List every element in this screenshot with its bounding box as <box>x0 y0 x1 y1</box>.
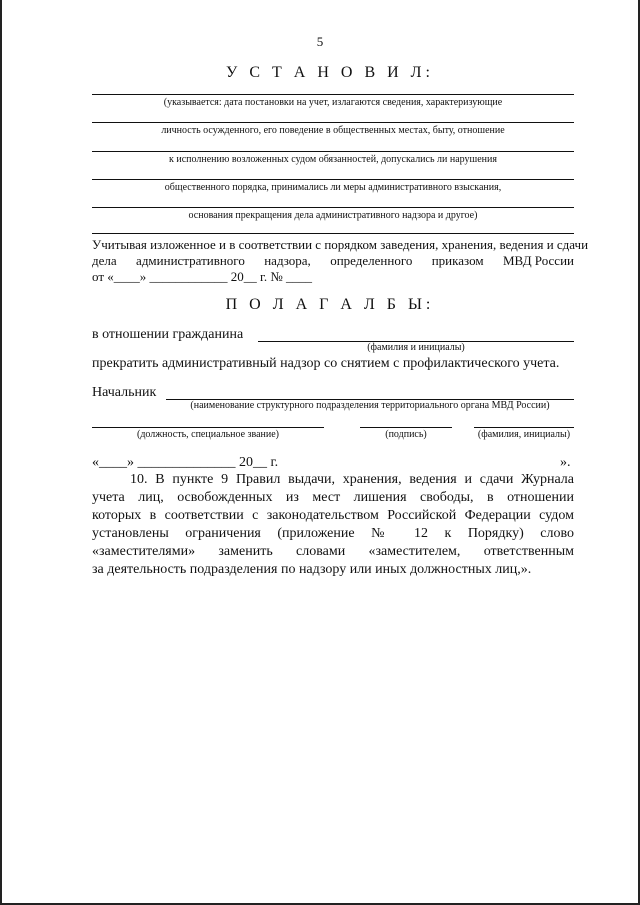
action-text: прекратить административный надзор со снятием с профилактического учета. <box>92 356 560 371</box>
item10-line-4: установлены ограничения (приложение № 12 к Порядку) слово <box>92 526 574 541</box>
position-caption: (должность, специальное звание) <box>136 429 280 440</box>
item10-line-2: учета лиц, освобожденных из мест лишения свободы, в отношении <box>92 490 574 505</box>
considering-line-1: Учитывая изложенное и в соответствии с порядком заведения, хранения, ведения и сдачи <box>92 237 589 252</box>
considering-word: надзора, <box>264 253 311 268</box>
considering-word: административного <box>136 253 245 268</box>
fill-line <box>92 179 574 180</box>
fill-line <box>92 94 574 95</box>
position-line <box>92 427 324 428</box>
considering-line-2 <box>92 253 574 269</box>
item10-line-6: за деятельность подразделения по надзору или иных должностных лиц,». <box>92 562 532 577</box>
signature-line <box>360 427 452 428</box>
considering-word: дела <box>92 253 117 268</box>
considering-word: МВД России <box>502 253 574 268</box>
item10-line-3: которых в соответствии с законодательством Российской Федерации судом <box>92 508 574 523</box>
signature-caption: (подпись) <box>385 429 427 440</box>
considering-word: приказом <box>431 253 484 268</box>
considering-line-3: от «____» ____________ 20__ г. № ____ <box>92 269 313 284</box>
date-line: «____» ______________ 20__ г. <box>92 455 279 470</box>
ustanovil-caption-3: к исполнению возложенных судом обязанностей, допускались ли нарушения <box>169 154 497 165</box>
item10-line-1: 10. В пункте 9 Правил выдачи, хранения, ведения и сдачи Журнала <box>130 472 574 487</box>
item10-line-5: «заместителями» заменить словами «заместителем, ответственным <box>92 544 574 559</box>
considering-word: определенного <box>330 253 413 268</box>
citizen-name-caption: (фамилия и инициалы) <box>367 342 465 353</box>
ustanovil-heading: У С Т А Н О В И Л: <box>226 64 434 81</box>
ustanovil-caption-1: (указывается: дата постановки на учет, излагаются сведения, характеризующие <box>163 97 503 108</box>
fill-line <box>92 151 574 152</box>
name-line <box>474 427 574 428</box>
name-caption: (фамилия, инициалы) <box>477 429 571 440</box>
ustanovil-caption-4: общественного порядка, принимались ли меры административного взыскания, <box>164 182 502 193</box>
unit-caption: (наименование структурного подразделения территориального органа МВД России) <box>190 400 550 411</box>
fill-line <box>92 122 574 123</box>
polagal-heading: П О Л А Г А Л Б Ы: <box>225 296 435 313</box>
citizen-label: в отношении гражданина <box>92 327 244 342</box>
ustanovil-caption-5: основания прекращения дела административного надзора и другое) <box>188 210 478 221</box>
fill-line <box>92 207 574 208</box>
page-number: 5 <box>316 34 324 49</box>
closing-quote: ». <box>560 455 571 470</box>
fill-line <box>92 233 574 234</box>
chief-label: Начальник <box>92 385 157 400</box>
ustanovil-caption-2: личность осужденного, его поведение в общественных местах, быту, отношение <box>161 125 505 136</box>
page-edge-left <box>0 0 2 905</box>
